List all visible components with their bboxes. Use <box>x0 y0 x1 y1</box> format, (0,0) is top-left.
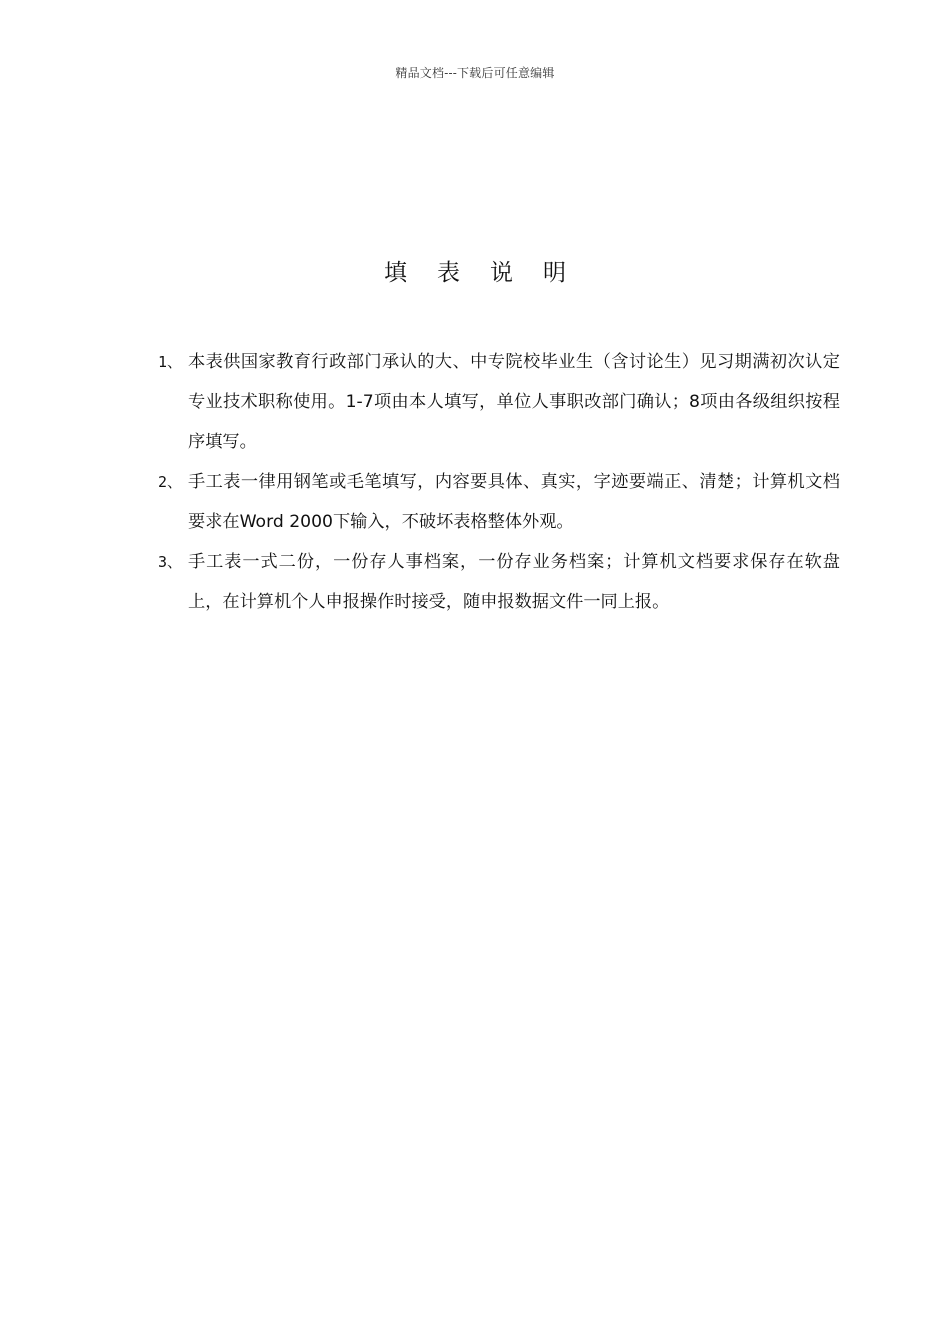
document-title: 填表说明 <box>384 260 596 286</box>
instruction-number: 3、 <box>158 553 183 571</box>
instruction-text: 本表供国家教育行政部门承认的大、中专院校毕业生（含讨论生）见习期满初次认定专业技术职称使用。1-7项由本人填写，单位人事职改部门确认；8项由各级组织按程序填写。 <box>188 352 840 452</box>
instructions-list <box>158 342 840 622</box>
instruction-item-2 <box>158 462 840 542</box>
page-header: 精品文档---下载后可任意编辑 <box>395 66 555 80</box>
instruction-item-3 <box>158 542 840 622</box>
instruction-text: 手工表一式二份，一份存人事档案，一份存业务档案；计算机文档要求保存在软盘上，在计算机个人申报操作时接受，随申报数据文件一同上报。 <box>188 552 840 612</box>
instruction-number: 1、 <box>158 353 183 371</box>
instruction-number: 2、 <box>158 473 183 491</box>
instruction-text: 手工表一律用钢笔或毛笔填写，内容要具体、真实，字迹要端正、清楚；计算机文档要求在Word 2000下输入，不破坏表格整体外观。 <box>188 472 840 532</box>
instruction-item-1 <box>158 342 840 462</box>
